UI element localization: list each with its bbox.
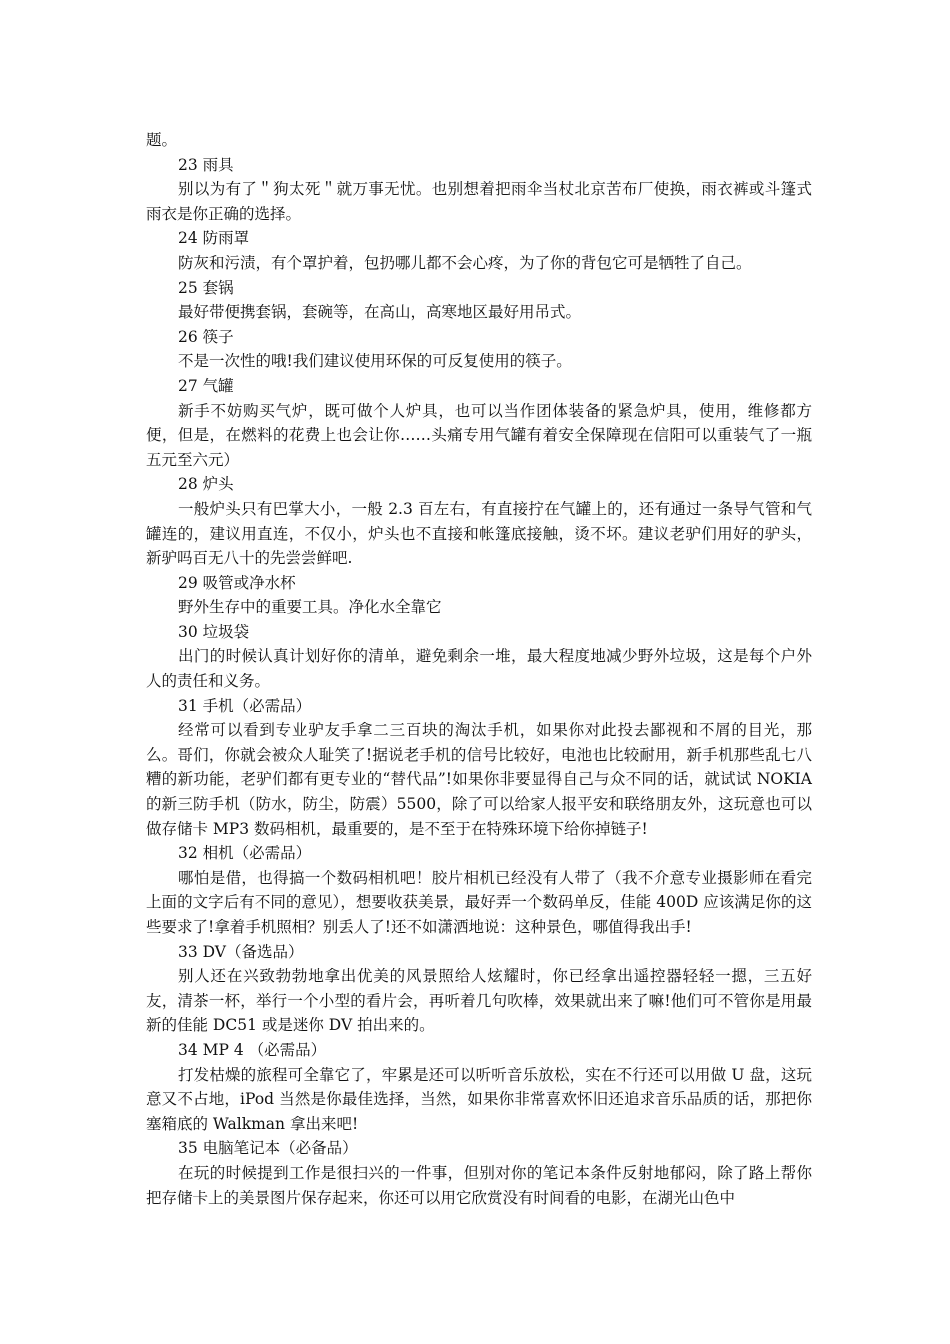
paragraph: 别人还在兴致勃勃地拿出优美的风景照给人炫耀时，你已经拿出遥控器轻轻一摁，三五好友，清茶一杯，举行一个小型的看片会，再听着几句吹棒，效果就出来了嘛!他们可不管你是用最新的佳能 DC51 或是迷你 DV 拍出来的。 — [146, 967, 812, 1035]
paragraph: 经常可以看到专业驴友手拿二三百块的淘汰手机，如果你对此投去鄙视和不屑的目光，那么。哥们，你就会被众人耻笑了!据说老手机的信号比较好，电池也比较耐用，新手机那些乱七八糟的新功能，老驴们都有更专业的“替代品”!如果你非要显得自己与众不同的话，就试试 NOKIA 的新三防手机（防水，防尘，防震）5500，除了可以给家人报平安和联络朋友外，这玩意也可以做存储卡 MP3 数码相机，最重要的，是不至于在特殊环境下给你掉链子! — [146, 721, 812, 838]
section-heading: 24 防雨罩 — [178, 229, 250, 248]
section-heading: 32 相机（必需品） — [178, 844, 312, 863]
paragraph: 出门的时候认真计划好你的清单，避免剩余一堆，最大程度地减少野外垃圾，这是每个户外人的责任和义务。 — [146, 647, 812, 691]
paragraph: 在玩的时候提到工作是很扫兴的一件事，但别对你的笔记本条件反射地郁闷，除了路上帮你把存储卡上的美景图片保存起来，你还可以用它欣赏没有时间看的电影，在湖光山色中 — [146, 1163, 812, 1207]
section-heading: 31 手机（必需品） — [178, 696, 312, 715]
paragraph: 野外生存中的重要工具。净化水全靠它 — [178, 598, 442, 617]
paragraph: 题。 — [146, 131, 178, 149]
section-heading: 29 吸管或净水杯 — [178, 573, 296, 592]
paragraph: 最好带便携套锅，套碗等，在高山，高寒地区最好用吊式。 — [178, 303, 582, 322]
section-heading: 34 MP 4 （必需品） — [178, 1040, 327, 1059]
section-heading: 26 筷子 — [178, 327, 234, 346]
paragraph: 新手不妨购买气炉，既可做个人炉具，也可以当作团体装备的紧急炉具，使用，维修都方便，但是，在燃料的花费上也会让你……头痛专用气罐有着安全保障现在信阳可以重装气了一瓶五元至六元） — [146, 401, 812, 469]
section-heading: 23 雨具 — [178, 155, 234, 174]
document-page — [146, 128, 812, 1210]
paragraph: 打发枯燥的旅程可全靠它了，牢累是还可以听听音乐放松，实在不行还可以用做 U 盘，这玩意又不占地，iPod 当然是你最佳选择，当然，如果你非常喜欢怀旧还追求音乐品质的话，那把你塞箱底的 Walkman 拿出来吧! — [146, 1065, 812, 1133]
section-heading: 28 炉头 — [178, 475, 234, 494]
section-heading: 33 DV（备选品） — [178, 942, 304, 961]
section-heading: 35 电脑笔记本（必备品） — [178, 1139, 358, 1158]
paragraph: 一般炉头只有巴掌大小，一般 2.3 百左右，有直接拧在气罐上的，还有通过一条导气管和气罐连的，建议用直连，不仅小，炉头也不直接和帐篷底接触，烫不坏。建议老驴们用好的驴头，新驴吗百无八十的先尝尝鲜吧. — [146, 499, 812, 568]
paragraph: 别以为有了＂狗太死＂就万事无忧。也别想着把雨伞当杖北京苦布厂使换，雨衣裤或斗篷式雨衣是你正确的选择。 — [146, 180, 812, 223]
section-heading: 25 套锅 — [178, 278, 234, 297]
paragraph: 不是一次性的哦!我们建议使用环保的可反复使用的筷子。 — [178, 352, 572, 371]
paragraph: 哪怕是借，也得搞一个数码相机吧！胶片相机已经没有人带了（我不介意专业摄影师在看完上面的文字后有不同的意见），想要收获美景，最好弄一个数码单反，佳能 400D 应该满足你的这些要求了!拿着手机照相？别丢人了!还不如潇洒地说：这种景色，哪值得我出手! — [146, 868, 812, 936]
section-heading: 30 垃圾袋 — [178, 622, 250, 641]
paragraph: 防灰和污渍，有个罩护着，包扔哪儿都不会心疼，为了你的背包它可是牺牲了自己。 — [178, 253, 752, 272]
section-heading: 27 气罐 — [178, 376, 234, 395]
